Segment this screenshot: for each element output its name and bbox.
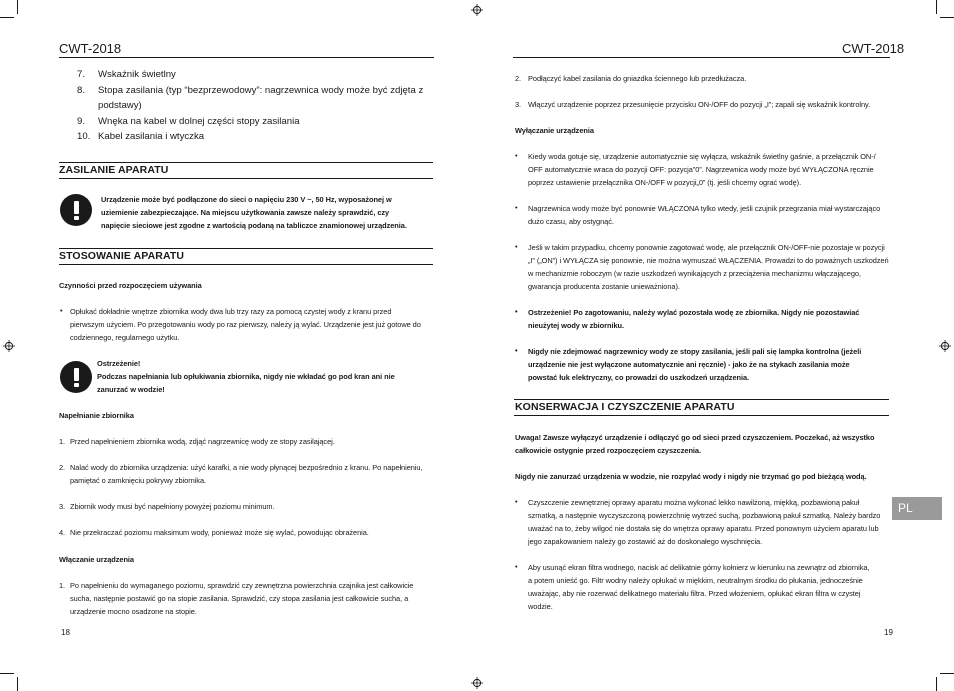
warning-exclamation-icon xyxy=(60,361,92,393)
paragraph-line: Opłukać dokładnie wnętrze zbiornika wody dwa lub trzy razy za pomocą czystej wody z kranu przed xyxy=(70,307,392,316)
paragraph-line: szmatką, a następnie wyczyszczoną powierzchnię wytrzeć suchą, pozbawioną pakuł szmatką. Należy bardzo xyxy=(528,511,881,520)
power-warning-line: Urządzenie może być podłączone do sieci o napięciu 230 V ~, 50 Hz, wyposażonej w xyxy=(101,195,392,204)
paragraph-line: a potem unieść go. Filtr wodny należy opłukać w miękkim, neutralnym środku do płukania, jednocześnie xyxy=(528,576,863,585)
list-item: Wskaźnik świetlny xyxy=(98,69,176,80)
bullet-point: • xyxy=(515,346,518,355)
warning-line: powstać łuk elektryczny, co prowadzi do uszkodzeń urządzenia. xyxy=(528,373,750,382)
step-number: 1. xyxy=(59,581,66,590)
paragraph-line: „I” („ON”) i WYŁĄCZA się ponownie, nie można wymuszać WŁĄCZENIA. Prowadzi to do poważnych uszkodzeń xyxy=(528,256,889,265)
bullet-point: • xyxy=(60,306,63,315)
paragraph-line: jego zapakowaniem należy go zostawić aż do doskonałego wyschnięcia. xyxy=(528,537,763,546)
step-number: 4. xyxy=(59,528,66,537)
paragraph-line: codziennego, regularnego użytku. xyxy=(70,333,180,342)
step-line: Nalać wody do zbiornika urządzenia: użyć karafki, a nie wody płynącej bezpośrednio z kranu. Po napełnieniu, xyxy=(70,463,423,472)
step-number: 2. xyxy=(59,463,66,472)
list-item: podstawy) xyxy=(98,100,142,111)
bullet-point: • xyxy=(515,307,518,316)
section-rule-top xyxy=(514,399,889,400)
paragraph-line: Nagrzewnica wody może być ponownie WŁĄCZONA tylko wtedy, jeśli czujnik przegrzania miał wystarczająco xyxy=(528,204,881,213)
warning-line: Nigdy nie zdejmować nagrzewnicy wody ze stopy zasilania, jeśli pali się lampka kontrolna (jeżeli xyxy=(528,347,862,356)
step-line: Przed napełnieniem zbiornika wodą, zdjąć nagrzewnicę wody ze stopy zasilającej. xyxy=(70,437,335,446)
list-item: Wnęka na kabel w dolnej części stopy zasilania xyxy=(98,115,300,127)
bullet-point: • xyxy=(515,242,518,251)
paragraph-line: OFF automatycznie wraca do pozycji OFF: pozycja”0”. Nagrzewnica wody może być WYŁĄCZONA ręcznie xyxy=(528,165,874,174)
bullet-point: • xyxy=(515,497,518,506)
step-number: 3. xyxy=(59,502,66,511)
step-line: pamiętać o zamknięciu pokrywy zbiornika. xyxy=(70,476,207,485)
list-number: 9. xyxy=(77,115,86,127)
language-tab: PL xyxy=(892,497,942,520)
header-rule xyxy=(513,57,890,58)
step-line: Podłączyć kabel zasilania do gniazdka ściennego lub przedłużacza. xyxy=(528,74,747,83)
list-item: Kabel zasilania i wtyczka xyxy=(98,131,205,142)
paragraph-line: Aby usunąć ekran filtra wodnego, nacisk ać delikatnie górny kołnierz w kierunku na zewnątrz od zbiornika, xyxy=(528,563,870,572)
subheading-switch-on: Włączanie urządzenia xyxy=(59,555,134,564)
section-rule-top xyxy=(59,248,433,249)
paragraph-line: uważając, aby nie rozerwać delikatnego materiału filtra. Przed włożeniem, opłukać ekran filtra w czystej xyxy=(528,589,861,598)
list-number: 8. xyxy=(77,84,86,96)
paragraph-line: poprzez ustawienie przełącznika ON-/OFF w pozycji„0” (tj. jeśli chcemy ograć wodę). xyxy=(528,178,802,187)
bullet-point: • xyxy=(515,151,518,160)
paragraph-line: Jeśli w takim przypadku, chcemy ponownie zagotować wodę, ale przełącznik ON-/OFF-nie pozostaje w pozycji xyxy=(528,243,885,252)
bullet-point: • xyxy=(515,203,518,212)
list-item: Stopa zasilania (typ “bezprzewodowy”: nagrzewnica wody może być zdjęta z xyxy=(98,84,424,96)
paragraph-line: gwarancja producenta zostanie unieważniona). xyxy=(528,282,680,291)
section-rule xyxy=(59,264,433,265)
power-warning-line: uziemienie zabezpieczające. Na miejscu użytkowania zawsze należy sprawdzić, czy xyxy=(101,208,390,217)
caution-line: Podczas napełniania lub opłukiwania zbiornika, nigdy nie wkładać go pod kran ani nie xyxy=(97,372,395,381)
paragraph-line: dużo czasu, aby ostygnąć. xyxy=(528,217,614,226)
caution-heading: Ostrzeżenie! xyxy=(97,359,141,368)
warning-line: nieużytej wody w zbiorniku. xyxy=(528,321,624,330)
subheading-before-use: Czynności przed rozpoczęciem używania xyxy=(59,281,202,290)
paragraph-line: pierwszym użyciem. Po przegotowaniu wody po raz pierwszy, należy ją wylać. Urządzenie jest już gotowe do xyxy=(70,320,421,329)
list-number: 10. xyxy=(77,131,91,142)
paragraph-line: wodzie. xyxy=(528,602,553,611)
power-warning-line: napięcie sieciowe jest zgodne z wartością podaną na tabliczce znamionowej urządzenia. xyxy=(101,221,407,230)
right-page xyxy=(477,0,954,691)
section-rule xyxy=(514,415,889,416)
caution-line: zanurzać w wodzie! xyxy=(97,385,165,394)
section-title-usage: STOSOWANIE APARATU xyxy=(59,250,185,262)
step-line: Włączyć urządzenie poprzez przesunięcie przycisku ON-/OFF do pozycji „I”; zapali się wskaźnik kontrolny. xyxy=(528,100,871,109)
model-header: CWT-2018 xyxy=(842,41,905,56)
subheading-filling: Napełnianie zbiornika xyxy=(59,411,134,420)
step-line: urządzenie mocno osadzone na stopie. xyxy=(70,607,197,616)
section-title-maintenance: KONSERWACJA I CZYSZCZENIE APARATU xyxy=(515,401,735,413)
step-line: sucha, następnie postawić go na stopie zasilania. Sprawdzić, czy stopa zasilania jest całkowicie sucha, a xyxy=(70,594,409,603)
paragraph-line: w mechanizmie roboczym (w razie uszkodzeń wynikających z przeciążenia mechanizmu włączającego, xyxy=(528,269,861,278)
step-line: Nie przekraczać poziomu maksimum wody, ponieważ może się wylać, powodując obrażenia. xyxy=(70,528,369,537)
header-rule xyxy=(59,57,434,58)
section-title-power: ZASILANIE APARATU xyxy=(59,164,169,176)
step-number: 3. xyxy=(515,100,522,109)
bullet-point: • xyxy=(515,562,518,571)
maintenance-warning-line: Uwaga! Zawsze wyłączyć urządzenie i odłączyć go od sieci przed czyszczeniem. Poczekać, aż wszystko xyxy=(515,433,875,442)
maintenance-warning-line: całkowicie ostygnie przed rozpoczęciem czyszczenia. xyxy=(515,446,701,455)
warning-line: Ostrzeżenie! Po zagotowaniu, należy wylać pozostała wodę ze zbiornika. Nigdy nie pozostawiać xyxy=(528,308,860,317)
step-line: Zbiornik wody musi być napełniony powyżej poziomu minimum. xyxy=(70,502,275,511)
paragraph-line: uważać na to, żeby wilgoć nie dostała się do wnętrza oprawy aparatu. Przed ponownym użyciem aparatu lub xyxy=(528,524,879,533)
page-number: 18 xyxy=(61,628,70,637)
warning-exclamation-icon xyxy=(60,194,92,226)
paragraph-line: Czyszczenie zewnętrznej oprawy aparatu można wykonać lekko nawilżoną, miękką, pozbawioną pakuł xyxy=(528,498,860,507)
step-line: Po napełnieniu do wymaganego poziomu, sprawdzić czy zewnętrzna powierzchnia czajnika jest całkowicie xyxy=(70,581,414,590)
subheading-switch-off: Wyłączanie urządzenia xyxy=(515,126,594,135)
maintenance-never-line: Nigdy nie zanurzać urządzenia w wodzie, nie rozpylać wody i nigdy nie trzymać go pod bieżącą wodą. xyxy=(515,472,867,481)
step-number: 2. xyxy=(515,74,522,83)
paragraph-line: Kiedy woda gotuje się, urządzenie automatycznie się wyłącza, wskaźnik świetlny gaśnie, a przełącznik ON-/ xyxy=(528,152,876,161)
step-number: 1. xyxy=(59,437,66,446)
section-rule-top xyxy=(59,162,433,163)
warning-line: urządzenie nie jest wyłączone automatycznie ani ręcznie) - jako że na stykach zasilania może xyxy=(528,360,850,369)
model-header: CWT-2018 xyxy=(59,41,122,56)
list-number: 7. xyxy=(77,69,86,80)
section-rule xyxy=(59,178,433,179)
page-number: 19 xyxy=(884,628,893,637)
